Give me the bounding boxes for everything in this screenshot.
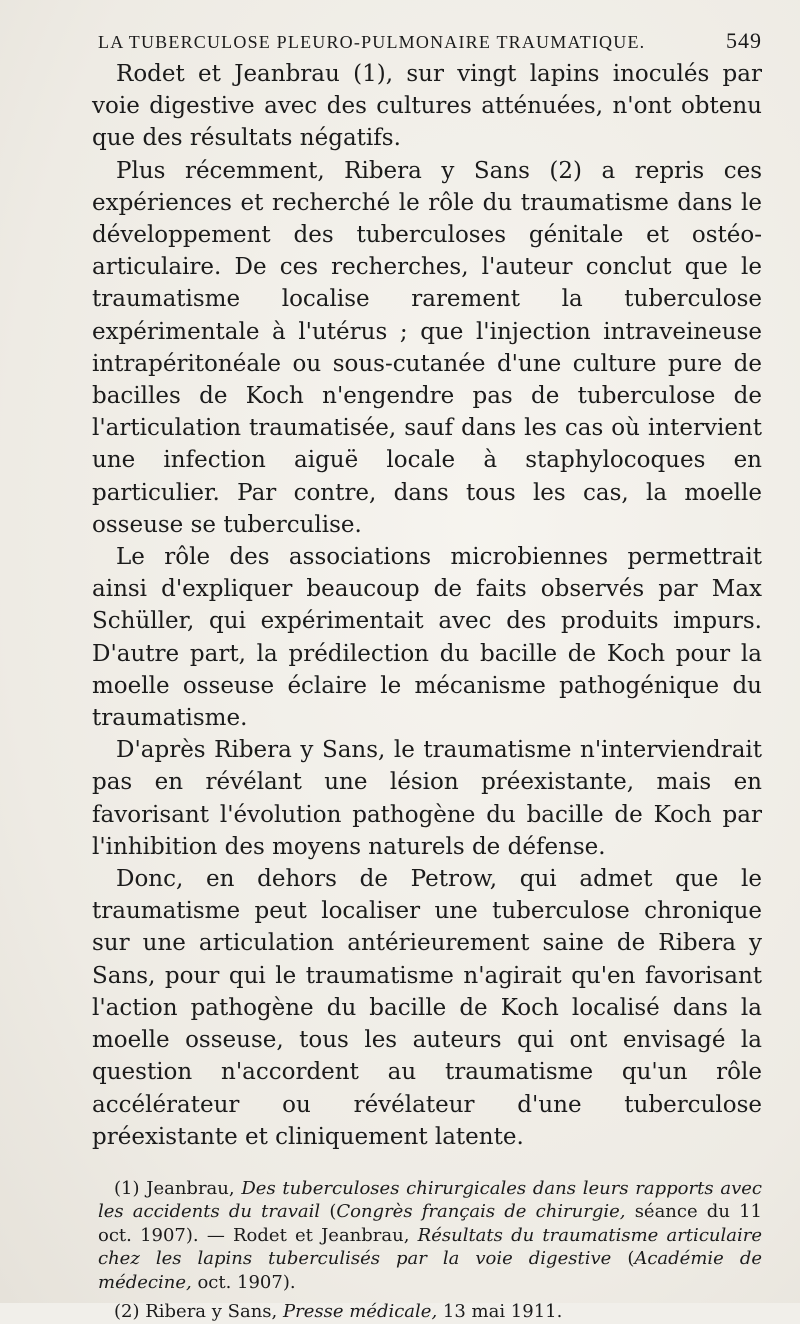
footnote-1-title-2: Résultats du traumatisme articulaire chez les lapins tuberculisés par la voie digestive <box>98 1224 762 1270</box>
page-number: 549 <box>726 28 762 53</box>
footnote-1-details: séance du 11 oct. 1907). — Rodet et Jeanbrau, <box>98 1201 762 1246</box>
paragraph-1: Rodet et Jeanbrau (1), sur vingt lapins inoculés par voie digestive avec des cultures atténuées, n'ont obtenu que des résultats négatifs. <box>92 61 762 152</box>
paragraph-5: Donc, en dehors de Petrow, qui admet que le traumatisme peut localiser une tuberculose chronique sur une articulation antérieurement saine de Ribera y Sans, pour qui le traumatisme n'agirait qu'en favorisant l'action pathogène du bacille de Koch localisé dans la moelle osseuse, tous les auteurs qui ont envisagé la question n'accordent au traumatisme qu'un rôle accélérateur ou révélateur d'une tuberculose préexistante et cliniquement latente. <box>92 866 762 1150</box>
footnote-1-paren-2: ( <box>627 1248 635 1270</box>
footnote-2-marker: (2) Ribera y Sans, <box>114 1301 278 1323</box>
footnote-1 <box>98 1177 762 1295</box>
footnote-1-title: Des tuberculoses chirurgicales dans leurs rapports avec les accidents du travail <box>98 1177 762 1223</box>
footnote-2-date: 13 mai 1911. <box>442 1301 563 1323</box>
footnote-1-paren: ( <box>329 1201 337 1223</box>
footnote-1-venue-2: Académie de médecine, <box>98 1248 762 1293</box>
footnote-1-marker: (1) Jeanbrau, <box>114 1177 235 1199</box>
footnotes <box>92 1177 762 1324</box>
footnote-1-details-2: oct. 1907). <box>197 1271 296 1293</box>
paragraph-2: Plus récemment, Ribera y Sans (2) a repris ces expériences et recherché le rôle du traumatisme dans le développement des tuberculoses génitale et ostéo-articulaire. De ces recherches, l'auteur conclut que le traumatisme localise rarement la tuberculose expérimentale à l'utérus ; que l'injection intraveineuse intrapéritonéale ou sous-cutanée d'une culture pure de bacilles de Koch n'engendre pas de tuberculose de l'articulation traumatisée, sauf dans les cas où intervient une infection aiguë locale à staphylocoques en particulier. Par contre, dans tous les cas, la moelle osseuse se tuberculise. <box>92 157 762 538</box>
running-title: LA TUBERCULOSE PLEURO-PULMONAIRE TRAUMATIQUE. <box>98 32 646 52</box>
footnote-2-venue: Presse médicale, <box>283 1301 438 1323</box>
paragraph-4: D'après Ribera y Sans, le traumatisme n'interviendrait pas en révélant une lésion préexistante, mais en favorisant l'évolution pathogène du bacille de Koch par l'inhibition des moyens naturels de défense. <box>92 737 762 860</box>
footnote-2 <box>98 1300 762 1324</box>
footnote-1-venue: Congrès français de chirurgie, <box>336 1201 626 1223</box>
body-text <box>92 58 762 1153</box>
paragraph-3: Le rôle des associations microbiennes permettrait ainsi d'expliquer beaucoup de faits observés par Max Schüller, qui expérimentait avec des produits impurs. D'autre part, la prédilection du bacille de Koch pour la moelle osseuse éclaire le mécanisme pathogénique du traumatisme. <box>92 544 762 732</box>
running-head <box>92 28 762 54</box>
